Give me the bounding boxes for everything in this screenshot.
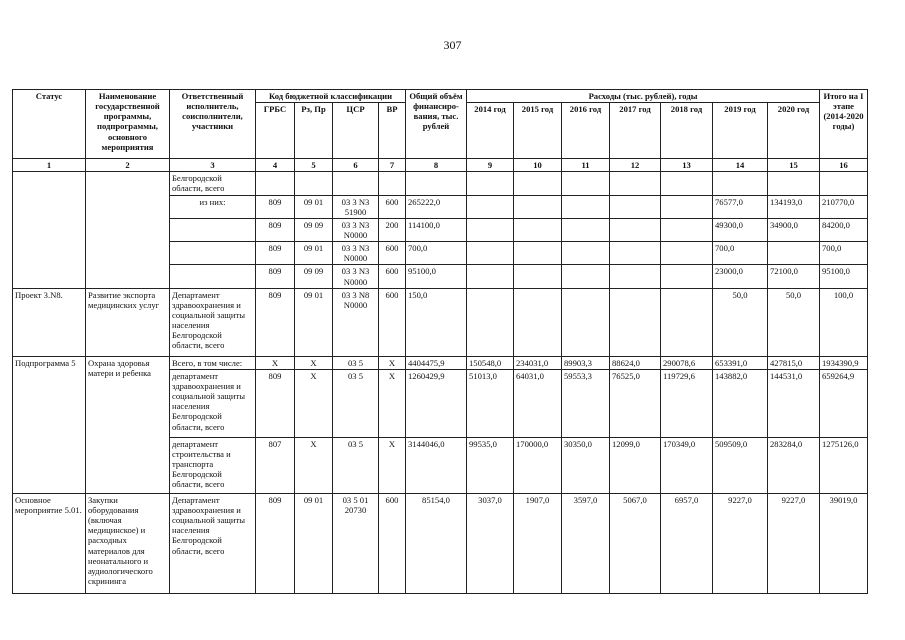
year-2018-cell xyxy=(661,195,713,218)
total-cell: 4404475,9 xyxy=(406,356,467,369)
csr-cell: 03 5 xyxy=(333,356,379,369)
csr-cell: 03 3 N8 N0000 xyxy=(333,288,379,356)
rzpr-cell: 09 09 xyxy=(295,265,333,288)
grbs-cell xyxy=(256,172,295,195)
year-2015-cell xyxy=(514,172,562,195)
vr-cell: X xyxy=(379,356,406,369)
grbs-cell: 809 xyxy=(256,493,295,593)
column-number: 3 xyxy=(170,159,256,172)
grbs-cell: X xyxy=(256,356,295,369)
csr-cell: 03 3 N3 N0000 xyxy=(333,218,379,241)
executor-cell: Белгородской области, всего xyxy=(170,172,256,195)
status-cell xyxy=(13,172,86,288)
name-cell: Закупки оборудования (включая медицинское) и расходных материалов для неонатального и аудиологического скрининга xyxy=(86,493,170,593)
grbs-cell: 809 xyxy=(256,265,295,288)
grbs-cell: 809 xyxy=(256,369,295,437)
year-2019-cell: 50,0 xyxy=(713,288,768,356)
year-2020-cell xyxy=(768,172,820,195)
grbs-cell: 809 xyxy=(256,195,295,218)
grbs-cell: 809 xyxy=(256,288,295,356)
year-2016-cell: 59553,3 xyxy=(562,369,610,437)
rzpr-cell: X xyxy=(295,369,333,437)
total-cell: 85154,0 xyxy=(406,493,467,593)
year-2016-cell xyxy=(562,265,610,288)
header-executor: Ответственный исполнитель, соисполнители, участники xyxy=(170,90,256,159)
year-2019-cell: 143882,0 xyxy=(713,369,768,437)
header-status: Статус xyxy=(13,90,86,159)
status-cell: Основное мероприятие 5.01. xyxy=(13,493,86,593)
year-2015-cell: 234031,0 xyxy=(514,356,562,369)
total-cell: 700,0 xyxy=(406,242,467,265)
year-2020-cell: 72100,0 xyxy=(768,265,820,288)
column-number-row xyxy=(13,159,868,172)
rzpr-cell: 09 01 xyxy=(295,242,333,265)
year-2014-cell xyxy=(467,218,514,241)
executor-cell: из них: xyxy=(170,195,256,218)
table-row xyxy=(13,356,868,369)
year-2014-cell xyxy=(467,172,514,195)
total-cell: 114100,0 xyxy=(406,218,467,241)
year-2020-cell: 427815,0 xyxy=(768,356,820,369)
year-2014-cell xyxy=(467,288,514,356)
year-2019-cell: 23000,0 xyxy=(713,265,768,288)
year-2018-cell xyxy=(661,265,713,288)
year-2016-cell: 30350,0 xyxy=(562,437,610,493)
year-2016-cell xyxy=(562,172,610,195)
column-number: 7 xyxy=(379,159,406,172)
header-year-2015: 2015 год xyxy=(514,103,562,159)
column-number: 16 xyxy=(820,159,868,172)
year-2015-cell xyxy=(514,265,562,288)
year-2020-cell: 144531,0 xyxy=(768,369,820,437)
year-2020-cell: 134193,0 xyxy=(768,195,820,218)
year-2014-cell: 51013,0 xyxy=(467,369,514,437)
column-number: 14 xyxy=(713,159,768,172)
year-2018-cell xyxy=(661,218,713,241)
budget-table xyxy=(12,89,868,594)
csr-cell: 03 5 01 20730 xyxy=(333,493,379,593)
name-cell: Развитие экспорта медицинских услуг xyxy=(86,288,170,356)
stage-total-cell: 659264,9 xyxy=(820,369,868,437)
grbs-cell: 809 xyxy=(256,218,295,241)
column-number: 15 xyxy=(768,159,820,172)
vr-cell: 600 xyxy=(379,288,406,356)
grbs-cell: 807 xyxy=(256,437,295,493)
year-2017-cell: 88624,0 xyxy=(610,356,661,369)
year-2019-cell: 700,0 xyxy=(713,242,768,265)
executor-cell xyxy=(170,218,256,241)
name-cell xyxy=(86,172,170,288)
column-number: 10 xyxy=(514,159,562,172)
year-2018-cell xyxy=(661,172,713,195)
header-vr: ВР xyxy=(379,103,406,159)
total-cell: 1260429,9 xyxy=(406,369,467,437)
csr-cell xyxy=(333,172,379,195)
csr-cell: 03 3 N3 51900 xyxy=(333,195,379,218)
column-number: 11 xyxy=(562,159,610,172)
vr-cell xyxy=(379,172,406,195)
year-2019-cell: 509509,0 xyxy=(713,437,768,493)
header-name: Наименование государственной программы, подпрограммы, основного мероприятия xyxy=(86,90,170,159)
year-2014-cell xyxy=(467,265,514,288)
year-2017-cell: 5067,0 xyxy=(610,493,661,593)
rzpr-cell: 09 09 xyxy=(295,218,333,241)
total-cell: 265222,0 xyxy=(406,195,467,218)
stage-total-cell: 95100,0 xyxy=(820,265,868,288)
year-2017-cell xyxy=(610,218,661,241)
total-cell: 3144046,0 xyxy=(406,437,467,493)
year-2020-cell: 9227,0 xyxy=(768,493,820,593)
year-2016-cell xyxy=(562,242,610,265)
year-2019-cell: 49300,0 xyxy=(713,218,768,241)
year-2018-cell: 290078,6 xyxy=(661,356,713,369)
stage-total-cell: 1934390,9 xyxy=(820,356,868,369)
table-row xyxy=(13,172,868,195)
vr-cell: 600 xyxy=(379,242,406,265)
year-2015-cell: 1907,0 xyxy=(514,493,562,593)
year-2015-cell xyxy=(514,218,562,241)
year-2015-cell xyxy=(514,288,562,356)
header-total-stage: Итого на I этапе (2014-2020 годы) xyxy=(820,90,868,159)
name-cell: Охрана здоровья матери и ребенка xyxy=(86,356,170,493)
year-2020-cell xyxy=(768,242,820,265)
header-year-2014: 2014 год xyxy=(467,103,514,159)
year-2019-cell: 653391,0 xyxy=(713,356,768,369)
year-2014-cell: 99535,0 xyxy=(467,437,514,493)
year-2014-cell: 150548,0 xyxy=(467,356,514,369)
executor-cell: Департамент здравоохранения и социальной защиты населения Белгородской области, всего xyxy=(170,493,256,593)
table-row xyxy=(13,288,868,356)
year-2018-cell: 170349,0 xyxy=(661,437,713,493)
header-grbs: ГРБС xyxy=(256,103,295,159)
rzpr-cell xyxy=(295,172,333,195)
stage-total-cell: 84200,0 xyxy=(820,218,868,241)
year-2019-cell: 76577,0 xyxy=(713,195,768,218)
rzpr-cell: 09 01 xyxy=(295,493,333,593)
grbs-cell: 809 xyxy=(256,242,295,265)
header-year-2017: 2017 год xyxy=(610,103,661,159)
header-budget-code: Код бюджетной классификации xyxy=(256,90,406,103)
year-2020-cell: 50,0 xyxy=(768,288,820,356)
column-number: 9 xyxy=(467,159,514,172)
rzpr-cell: X xyxy=(295,356,333,369)
vr-cell: 600 xyxy=(379,493,406,593)
vr-cell: 200 xyxy=(379,218,406,241)
column-number: 6 xyxy=(333,159,379,172)
year-2014-cell xyxy=(467,242,514,265)
header-year-2018: 2018 год xyxy=(661,103,713,159)
stage-total-cell: 1275126,0 xyxy=(820,437,868,493)
column-number: 2 xyxy=(86,159,170,172)
executor-cell: Всего, в том числе: xyxy=(170,356,256,369)
year-2015-cell: 64031,0 xyxy=(514,369,562,437)
page-number: 307 xyxy=(443,38,462,52)
total-cell: 95100,0 xyxy=(406,265,467,288)
executor-cell: департамент здравоохранения и социальной защиты населения Белгородской области, всего xyxy=(170,369,256,437)
year-2016-cell xyxy=(562,195,610,218)
column-number: 13 xyxy=(661,159,713,172)
year-2020-cell: 283284,0 xyxy=(768,437,820,493)
csr-cell: 03 5 xyxy=(333,437,379,493)
rzpr-cell: 09 01 xyxy=(295,195,333,218)
vr-cell: 600 xyxy=(379,265,406,288)
vr-cell: X xyxy=(379,437,406,493)
executor-cell xyxy=(170,242,256,265)
header-rzpr: Рз, Пр xyxy=(295,103,333,159)
year-2014-cell: 3037,0 xyxy=(467,493,514,593)
year-2016-cell xyxy=(562,218,610,241)
year-2016-cell: 89903,3 xyxy=(562,356,610,369)
stage-total-cell: 100,0 xyxy=(820,288,868,356)
year-2017-cell xyxy=(610,288,661,356)
year-2014-cell xyxy=(467,195,514,218)
year-2019-cell: 9227,0 xyxy=(713,493,768,593)
rzpr-cell: X xyxy=(295,437,333,493)
header-expenses: Расходы (тыс. рублей), годы xyxy=(467,90,820,103)
column-number: 1 xyxy=(13,159,86,172)
executor-cell: департамент строительства и транспорта Белгородской области, всего xyxy=(170,437,256,493)
header-year-2020: 2020 год xyxy=(768,103,820,159)
year-2017-cell xyxy=(610,172,661,195)
rzpr-cell: 09 01 xyxy=(295,288,333,356)
stage-total-cell xyxy=(820,172,868,195)
header-total-volume: Общий объём финансиро-вания, тыс. рублей xyxy=(406,90,467,159)
year-2019-cell xyxy=(713,172,768,195)
table-row xyxy=(13,493,868,593)
status-cell: Подпрограмма 5 xyxy=(13,356,86,493)
vr-cell: X xyxy=(379,369,406,437)
header-csr: ЦСР xyxy=(333,103,379,159)
csr-cell: 03 3 N3 N0000 xyxy=(333,242,379,265)
total-cell xyxy=(406,172,467,195)
column-number: 5 xyxy=(295,159,333,172)
column-number: 12 xyxy=(610,159,661,172)
year-2017-cell xyxy=(610,265,661,288)
stage-total-cell: 39019,0 xyxy=(820,493,868,593)
year-2016-cell xyxy=(562,288,610,356)
column-number: 4 xyxy=(256,159,295,172)
year-2016-cell: 3597,0 xyxy=(562,493,610,593)
csr-cell: 03 5 xyxy=(333,369,379,437)
year-2015-cell: 170000,0 xyxy=(514,437,562,493)
year-2017-cell xyxy=(610,242,661,265)
vr-cell: 600 xyxy=(379,195,406,218)
year-2017-cell: 12099,0 xyxy=(610,437,661,493)
year-2018-cell: 6957,0 xyxy=(661,493,713,593)
header-year-2016: 2016 год xyxy=(562,103,610,159)
year-2017-cell: 76525,0 xyxy=(610,369,661,437)
header-year-2019: 2019 год xyxy=(713,103,768,159)
executor-cell: Департамент здравоохранения и социальной защиты населения Белгородской области, всего xyxy=(170,288,256,356)
executor-cell xyxy=(170,265,256,288)
year-2015-cell xyxy=(514,195,562,218)
year-2020-cell: 34900,0 xyxy=(768,218,820,241)
csr-cell: 03 3 N3 N0000 xyxy=(333,265,379,288)
year-2018-cell xyxy=(661,242,713,265)
year-2017-cell xyxy=(610,195,661,218)
stage-total-cell: 700,0 xyxy=(820,242,868,265)
stage-total-cell: 210770,0 xyxy=(820,195,868,218)
year-2015-cell xyxy=(514,242,562,265)
column-number: 8 xyxy=(406,159,467,172)
year-2018-cell: 119729,6 xyxy=(661,369,713,437)
total-cell: 150,0 xyxy=(406,288,467,356)
status-cell: Проект 3.N8. xyxy=(13,288,86,356)
year-2018-cell xyxy=(661,288,713,356)
